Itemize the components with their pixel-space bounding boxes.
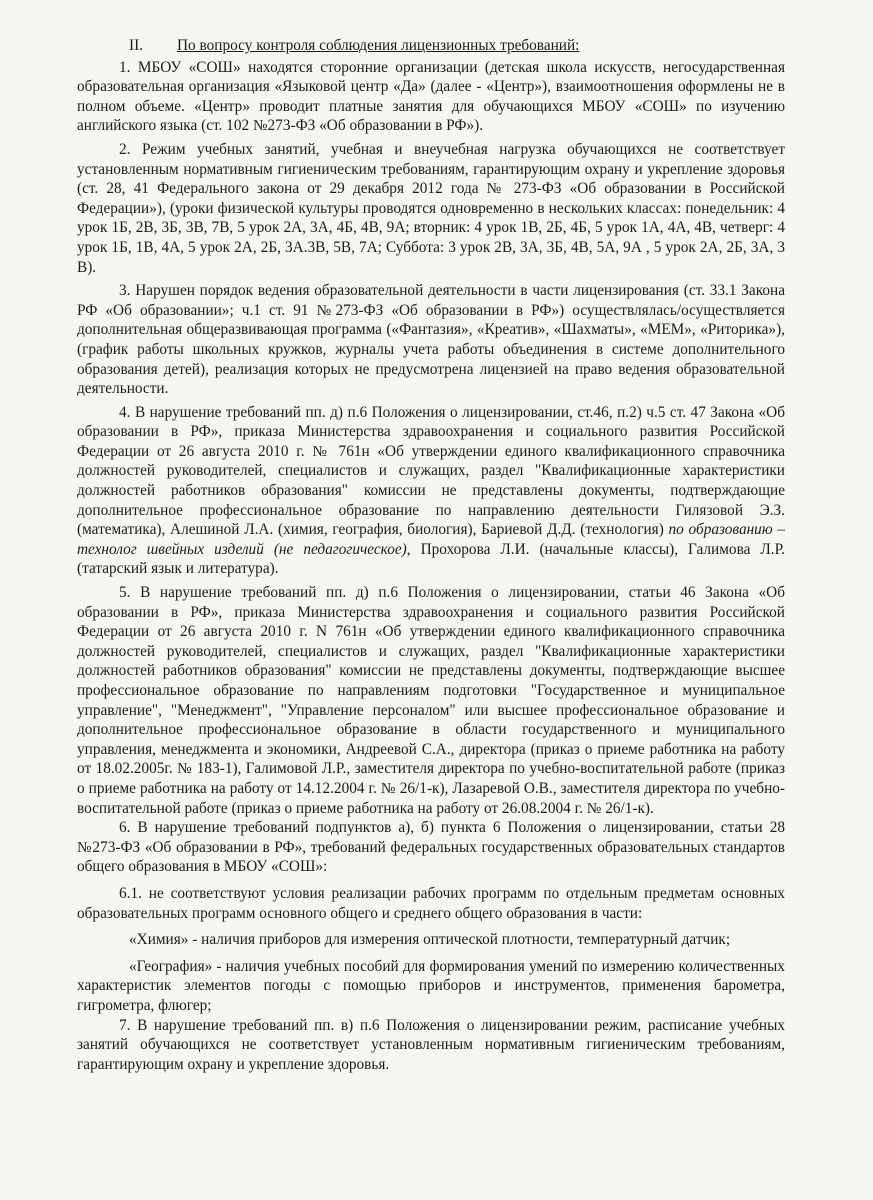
- paragraph-4: [77, 403, 785, 579]
- paragraph-6-1: 6.1. не соответствуют условия реализации рабочих программ по отдельным предметам основных образовательных программ основного общего и среднего общего образования в части:: [77, 884, 785, 922]
- section-title: По вопросу контроля соблюдения лицензионных требований:: [177, 37, 580, 54]
- paragraph-6: 6. В нарушение требований подпунктов а), б) пункта 6 Положения о лицензировании, статьи 28 №273-ФЗ «Об образовании в РФ», требований федеральных государственных образовательных стандартов общего образования в МБОУ «СОШ»:: [77, 819, 785, 876]
- paragraph-6-geography: «География» - наличия учебных пособий для формирования умений по измерению количественных характеристик элементов погоды с помощью приборов и инструментов, применения барометра, гигрометра, флюгер;: [77, 957, 785, 1014]
- section-heading: [77, 36, 785, 56]
- paragraph-2: 2. Режим учебных занятий, учебная и внеучебная нагрузка обучающихся не соответствует установленным нормативным гигиеническим требованиям, гарантирующим охрану и укрепление здоровья (ст. 28, 41 Федерального закона от 29 декабря 2012 года № 273-ФЗ «Об образовании в Российской Федерации»), (уроки физической культуры проводятся одновременно в нескольких классах: понедельник: 4 урок 1Б, 2В, 3Б, 3В, 7В, 5 урок 2А, 3А, 4Б, 4В, 9А; вторник: 4 урок 1В, 2Б, 4Б, 5 урок 1А, 4А, 4В, четверг: 4 урок 1Б, 1В, 4А, 5 урок 2А, 2Б, 3А.3В, 5В, 7А; Суббота: 3 урок 2В, 3А, 3Б, 4В, 5А, 9А , 5 урок 2А, 2Б, 3А, 3 В).: [77, 140, 785, 276]
- paragraph-7: 7. В нарушение требований пп. в) п.6 Положения о лицензировании режим, расписание учебных занятий обучающихся не соответствует установленным нормативным гигиеническим требованиям, гарантирующим охрану и укрепление здоровья.: [77, 1016, 785, 1073]
- paragraph-4-italic: по образованию – технолог швейных изделий (не педагогическое): [77, 521, 785, 558]
- paragraph-6-chemistry: «Химия» - наличия приборов для измерения оптической плотности, температурный датчик;: [129, 931, 731, 949]
- paragraph-4-tail: , Прохорова Л.И. (начальные классы), Галимова Л.Р. (татарский язык и литература).: [77, 540, 786, 578]
- paragraph-1: 1. МБОУ «СОШ» находятся сторонние организации (детская школа искусств, негосударственная образовательная организация «Языковой центр «Да» (далее - «Центр»), взаимоотношения оформлены не в полном объеме. «Центр» проводит платные занятия для обучающихся МБОУ «СОШ» по изучению английского языка (ст. 102 №273-ФЗ «Об образовании в РФ»).: [77, 58, 785, 135]
- section-number: II.: [129, 37, 144, 54]
- paragraph-4-text: 4. В нарушение требований пп. д) п.6 Положения о лицензировании, ст.46, п.2) ч.5 ст. 47 Закона «Об образовании в РФ», приказа Министерства здравоохранения и социального развития Российской Федерации от 26 августа 2010 г. № 761н «Об утверждении единого квалификационного справочника должностей руководителей, специалистов и служащих, раздел "Квалификационные характеристики должностей работников образования" комиссии не представлены документы, подтверждающие дополнительное профессиональное образование по направлению деятельности Гилязовой Э.З. (математика), Алешиной Л.А. (химия, география, биология), Бариевой Д.Д. (технология): [77, 403, 785, 539]
- paragraph-3: 3. Нарушен порядок ведения образовательной деятельности в части лицензирования (ст. 33.1 Закона РФ «Об образовании»; ч.1 ст. 91 №273-ФЗ «Об образовании в РФ») осуществлялась/осуществляется дополнительная общеразвивающая программа («Фантазия», «Креатив», «Шахматы», «МЕМ», «Риторика»), (график работы школьных кружков, журналы учета работы объединения в системе дополнительного образования детей), реализация которых не предусмотрена лицензией на право ведения образовательной деятельности.: [77, 282, 785, 398]
- paragraph-5: 5. В нарушение требований пп. д) п.6 Положения о лицензировании, статьи 46 Закона «Об образовании в РФ», приказа Министерства здравоохранения и социального развития Российской Федерации от 26 августа 2010 г. N 761н «Об утверждении единого квалификационного справочника должностей руководителей, специалистов и служащих, раздел "Квалификационные характеристики должностей работников образования" комиссии не представлены документы, подтверждающие высшее профессиональное образование по направлениям подготовки "Государственное и муниципальное управление", "Менеджмент", "Управление персоналом" или высшее профессиональное образование и дополнительное профессиональное образование в области государственного и муниципального управления, менеджмента и экономики, Андреевой С.А., директора (приказ о приеме работника на работу от 18.02.2005г. № 183-1), Галимовой Л.Р., заместителя директора по учебно-воспитательной работе (приказ о приеме работника на работу от 14.12.2004 г. № 26/1-к), Лазаревой О.В., заместителя директора по учебно-воспитательной работе (приказ о приеме работника на работу от 26.08.2004 г. № 26/1-к).: [77, 584, 785, 817]
